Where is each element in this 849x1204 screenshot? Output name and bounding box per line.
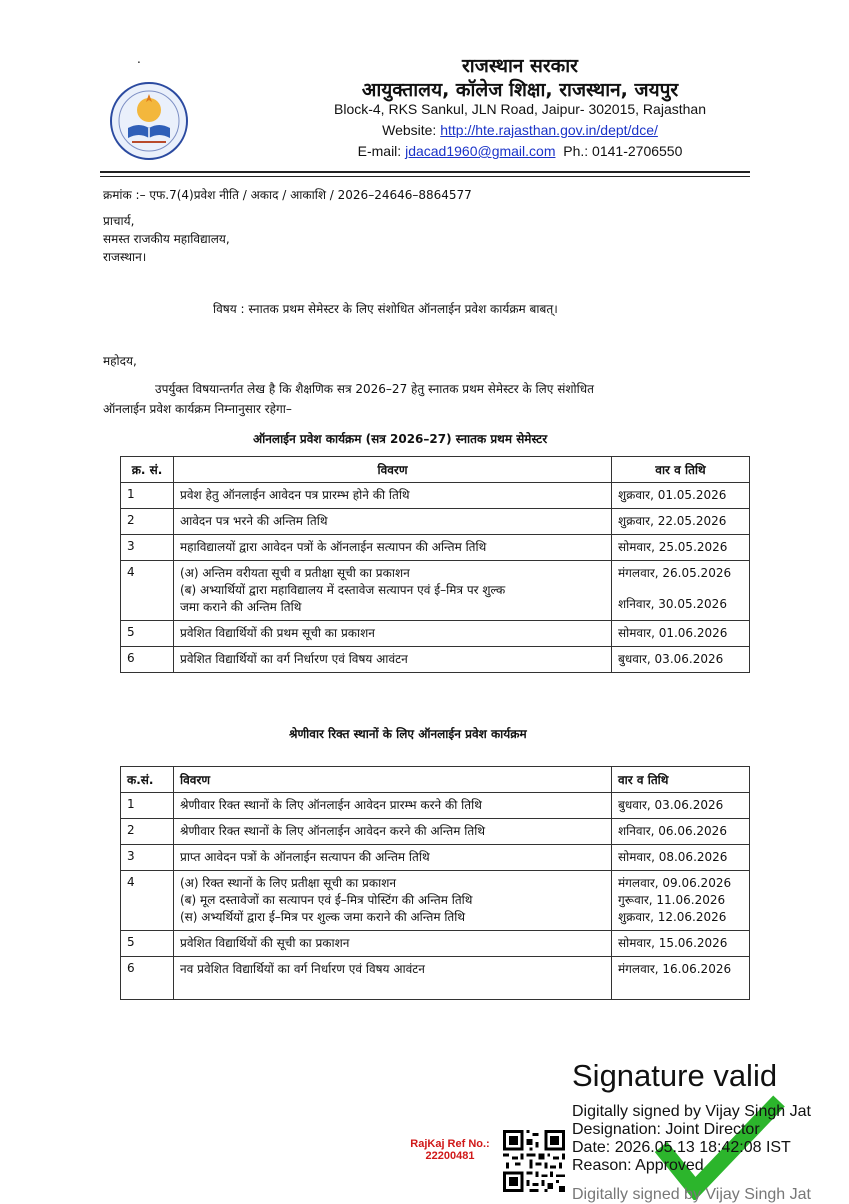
date-line: शनिवार, 30.05.2026 xyxy=(618,597,727,611)
description-line: प्रवेश हेतु ऑनलाईन आवेदन पत्र प्रारम्भ होने की तिथि xyxy=(180,488,410,502)
rajkaj-reference xyxy=(395,1138,505,1162)
signature-status: Signature valid xyxy=(572,1058,778,1093)
column-header-serial: क.सं. xyxy=(121,767,174,793)
table-row xyxy=(121,647,750,673)
header-rule-thin xyxy=(100,176,750,177)
table-row xyxy=(121,483,750,509)
reference-number: क्रमांक :– एफ.7(4)प्रवेश नीति / अकाद / आकाशि / 2026–24646–8864577 xyxy=(103,188,472,202)
table-header-row xyxy=(121,457,750,483)
email-label: E-mail: xyxy=(357,143,406,159)
column-header-date: वार व तिथि xyxy=(612,457,750,483)
date-line: गुरूवार, 11.06.2026 xyxy=(618,893,726,907)
row-description xyxy=(174,957,612,1000)
row-number: 4 xyxy=(121,561,174,621)
row-date xyxy=(612,535,750,561)
table-row xyxy=(121,561,750,621)
table-row xyxy=(121,957,750,1000)
description-line: श्रेणीवार रिक्त स्थानों के लिए ऑनलाईन आवेदन प्रारम्भ करने की तिथि xyxy=(180,798,482,812)
table-row xyxy=(121,621,750,647)
row-description xyxy=(174,793,612,819)
table-row xyxy=(121,793,750,819)
row-date xyxy=(612,621,750,647)
email-link[interactable]: jdacad1960@gmail.com xyxy=(405,143,556,159)
stray-mark: . xyxy=(137,52,141,66)
date-line: शुक्रवार, 12.06.2026 xyxy=(618,910,727,924)
recipient-line-2: समस्त राजकीय महाविद्यालय, xyxy=(103,232,230,246)
row-number: 3 xyxy=(121,535,174,561)
rajkaj-label: RajKaj Ref No.: xyxy=(410,1138,490,1150)
description-line: (ब) मूल दस्तावेजों का सत्यापन एवं ई–मित्र पोस्टिंग की अन्तिम तिथि xyxy=(180,893,473,907)
table-row xyxy=(121,509,750,535)
description-line: (ब) अभ्यार्थियों द्वारा महाविद्यालय में दस्तावेज सत्यापन एवं ई–मित्र पर शुल्क xyxy=(180,583,506,597)
row-description xyxy=(174,931,612,957)
description-line: श्रेणीवार रिक्त स्थानों के लिए ऑनलाईन आवेदन करने की अन्तिम तिथि xyxy=(180,824,485,838)
column-header-date: वार व तिथि xyxy=(612,767,750,793)
qr-code-icon xyxy=(503,1130,565,1192)
row-date xyxy=(612,931,750,957)
row-description xyxy=(174,871,612,931)
table-row xyxy=(121,819,750,845)
row-description xyxy=(174,845,612,871)
date-line: मंगलवार, 26.05.2026 xyxy=(618,566,732,580)
header-website xyxy=(240,122,800,138)
date-line: सोमवार, 01.06.2026 xyxy=(618,626,728,640)
row-number: 4 xyxy=(121,871,174,931)
row-date xyxy=(612,793,750,819)
date-line: शनिवार, 06.06.2026 xyxy=(618,824,727,838)
row-date xyxy=(612,957,750,1000)
description-line: आवेदन पत्र भरने की अन्तिम तिथि xyxy=(180,514,328,528)
header-contact xyxy=(240,143,800,159)
date-line: बुधवार, 03.06.2026 xyxy=(618,798,724,812)
row-number: 3 xyxy=(121,845,174,871)
description-line: प्रवेशित विद्यार्थियों की सूची का प्रकाशन xyxy=(180,936,350,950)
date-line: सोमवार, 25.05.2026 xyxy=(618,540,728,554)
row-date xyxy=(612,561,750,621)
website-label: Website: xyxy=(382,122,441,138)
description-line: प्रवेशित विद्यार्थियों का वर्ग निर्धारण एवं विषय आवंटन xyxy=(180,652,408,666)
header-address: Block-4, RKS Sankul, JLN Road, Jaipur- 302015, Rajasthan xyxy=(334,101,706,117)
date-line: मंगलवार, 09.06.2026 xyxy=(618,876,732,890)
row-number: 5 xyxy=(121,621,174,647)
table2-title: श्रेणीवार रिक्त स्थानों के लिए ऑनलाईन प्रवेश कार्यक्रम xyxy=(289,727,527,741)
row-description xyxy=(174,819,612,845)
description-line: प्रवेशित विद्यार्थियों की प्रथम सूची का प्रकाशन xyxy=(180,626,375,640)
row-number: 2 xyxy=(121,819,174,845)
row-number: 6 xyxy=(121,647,174,673)
salutation: महोदय, xyxy=(103,354,137,368)
row-number: 1 xyxy=(121,793,174,819)
description-line: महाविद्यालयों द्वारा आवेदन पत्रों के ऑनलाईन सत्यापन की अन्तिम तिथि xyxy=(180,540,487,554)
signature-reason: Reason: Approved xyxy=(572,1157,704,1174)
date-line: शुक्रवार, 01.05.2026 xyxy=(618,488,727,502)
signature-designation: Designation: Joint Director xyxy=(572,1121,760,1138)
table-row xyxy=(121,931,750,957)
row-number: 1 xyxy=(121,483,174,509)
date-line: सोमवार, 08.06.2026 xyxy=(618,850,728,864)
phone-text: Ph.: 0141-2706550 xyxy=(563,143,683,159)
table-row xyxy=(121,845,750,871)
date-line: सोमवार, 15.06.2026 xyxy=(618,936,728,950)
recipient-line-1: प्राचार्य, xyxy=(103,214,135,228)
row-description xyxy=(174,509,612,535)
description-line: नव प्रवेशित विद्यार्थियों का वर्ग निर्धारण एवं विषय आवंटन xyxy=(180,962,425,976)
date-line: बुधवार, 03.06.2026 xyxy=(618,652,724,666)
description-line: (अ) रिक्त स्थानों के लिए प्रतीक्षा सूची का प्रकाशन xyxy=(180,876,397,890)
header-rule-thick xyxy=(100,171,750,173)
row-description xyxy=(174,535,612,561)
row-number: 2 xyxy=(121,509,174,535)
row-description xyxy=(174,647,612,673)
description-line: (अ) अन्तिम वरीयता सूची व प्रतीक्षा सूची का प्रकाशन xyxy=(180,566,410,580)
date-line: मंगलवार, 16.06.2026 xyxy=(618,962,732,976)
admission-schedule-table xyxy=(120,456,750,673)
table-row xyxy=(121,535,750,561)
description-line: जमा कराने की अन्तिम तिथि xyxy=(180,600,302,614)
row-number: 6 xyxy=(121,957,174,1000)
date-line: शुक्रवार, 22.05.2026 xyxy=(618,514,727,528)
row-date xyxy=(612,871,750,931)
table-header-row xyxy=(121,767,750,793)
header-dept-title: आयुक्तालय, कॉलेज शिक्षा, राजस्थान, जयपुर xyxy=(361,79,679,101)
column-header-description: विवरण xyxy=(174,457,612,483)
rajkaj-number: 22200481 xyxy=(425,1150,475,1162)
dce-logo-icon xyxy=(108,80,190,162)
signature-repeat: Digitally signed by Vijay Singh Jat xyxy=(572,1186,811,1203)
table1-title: ऑनलाईन प्रवेश कार्यक्रम (सत्र 2026–27) स्नातक प्रथम सेमेस्टर xyxy=(253,432,548,446)
vacant-seats-schedule-table xyxy=(120,766,750,1000)
signature-date: Date: 2026.05.13 18:42:08 IST xyxy=(572,1139,791,1156)
row-number: 5 xyxy=(121,931,174,957)
body-line-2: ऑनलाईन प्रवेश कार्यक्रम निम्नानुसार रहेगा– xyxy=(103,402,292,416)
header-gov-title: राजस्थान सरकार xyxy=(462,55,578,77)
signature-signer: Digitally signed by Vijay Singh Jat xyxy=(572,1103,811,1120)
website-link[interactable]: http://hte.rajasthan.gov.in/dept/dce/ xyxy=(440,122,658,138)
row-description xyxy=(174,483,612,509)
row-date xyxy=(612,819,750,845)
column-header-serial: क्र. सं. xyxy=(121,457,174,483)
row-date xyxy=(612,509,750,535)
row-date xyxy=(612,647,750,673)
body-line-1: उपर्युक्त विषयान्तर्गत लेख है कि शैक्षणिक सत्र 2026–27 हेतु स्नातक प्रथम सेमेस्टर के लिए संशोधित xyxy=(155,382,594,396)
row-date xyxy=(612,483,750,509)
recipient-line-3: राजस्थान। xyxy=(103,250,147,264)
row-description xyxy=(174,621,612,647)
row-description xyxy=(174,561,612,621)
subject-line: विषय : स्नातक प्रथम सेमेस्टर के लिए संशोधित ऑनलाईन प्रवेश कार्यक्रम बाबत्। xyxy=(213,302,558,316)
description-line: प्राप्त आवेदन पत्रों के ऑनलाईन सत्यापन की अन्तिम तिथि xyxy=(180,850,430,864)
column-header-description: विवरण xyxy=(174,767,612,793)
description-line: (स) अभ्यर्थियों द्वारा ई–मित्र पर शुल्क जमा कराने की अन्तिम तिथि xyxy=(180,910,466,924)
table-row xyxy=(121,871,750,931)
row-date xyxy=(612,845,750,871)
